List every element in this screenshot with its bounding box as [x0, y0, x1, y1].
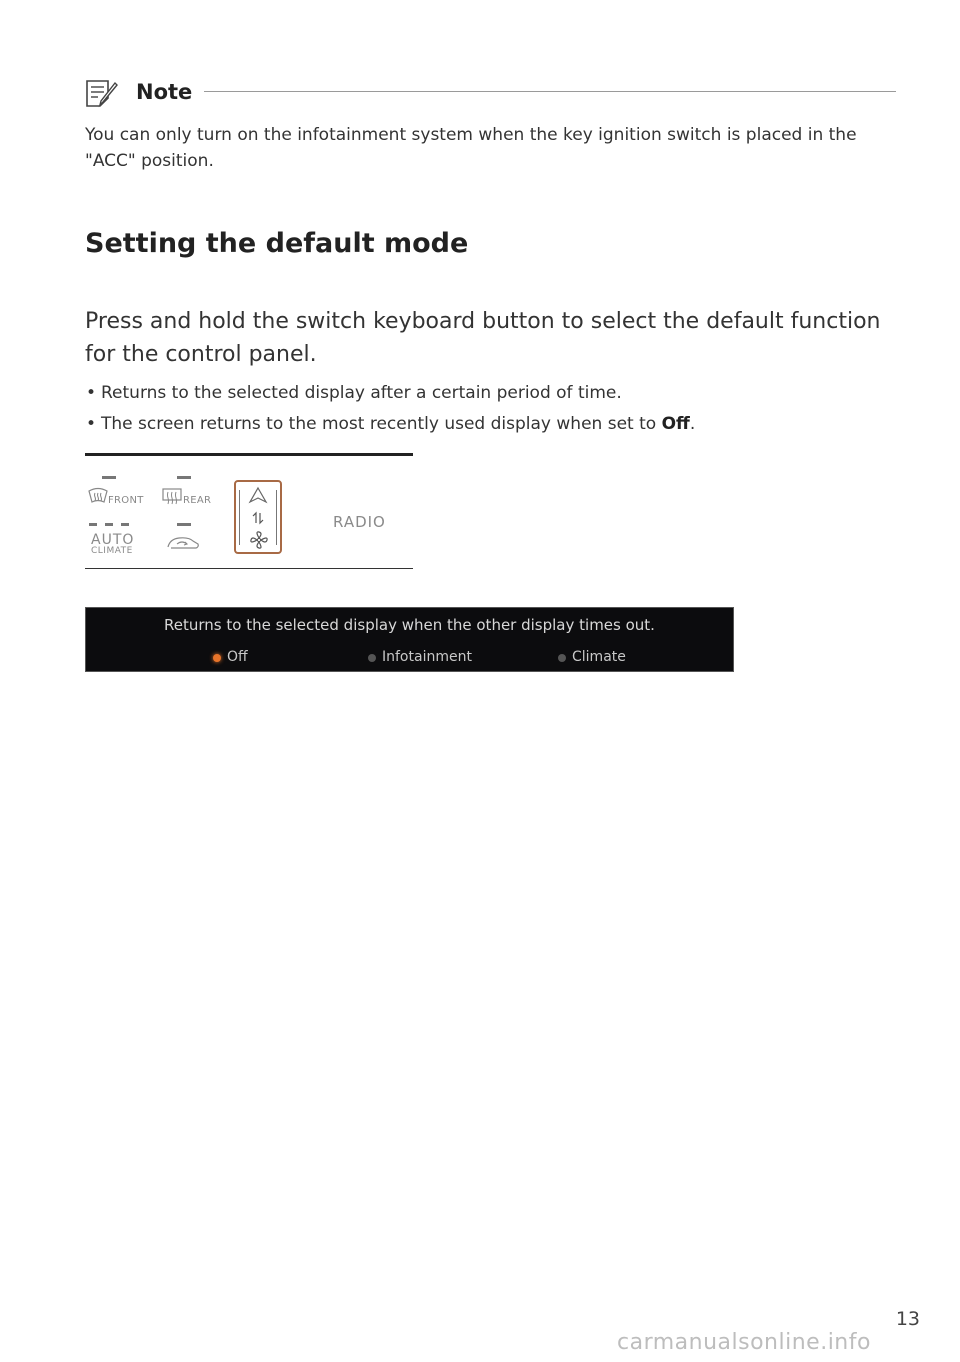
- auto-indicator-2: [105, 523, 113, 526]
- bullet-text: Returns to the selected display after a certain period of time.: [101, 383, 622, 403]
- switch-arrows-icon: [252, 511, 264, 525]
- auto-indicator-1: [89, 523, 97, 526]
- section-intro: Press and hold the switch keyboard button to select the default function for the control panel.: [85, 309, 881, 367]
- front-defrost-indicator: [102, 476, 116, 479]
- fan-icon: [249, 530, 269, 550]
- rear-defrost-indicator: [177, 476, 191, 479]
- option-climate[interactable]: [572, 649, 626, 665]
- note-header: [84, 78, 896, 110]
- settings-screen: [85, 607, 734, 672]
- radio-label[interactable]: RADIO: [333, 513, 386, 531]
- bullet-text-end: .: [689, 414, 696, 434]
- bullet-marker: •: [86, 383, 97, 403]
- option-off[interactable]: [227, 649, 248, 665]
- air-recirculation-icon[interactable]: [165, 535, 201, 551]
- section-heading: Setting the default mode: [85, 228, 469, 259]
- auto-indicator-3: [121, 523, 129, 526]
- bullet-list: [85, 378, 895, 440]
- watermark: carmanualsonline.info: [617, 1330, 871, 1355]
- climate-label: CLIMATE: [91, 546, 133, 556]
- control-panel-illustration: [85, 453, 413, 571]
- bullet-marker: •: [86, 414, 97, 434]
- note-icon: [84, 78, 120, 110]
- rear-defrost-icon[interactable]: [161, 487, 183, 505]
- option-label: Infotainment: [382, 649, 472, 665]
- recirculation-indicator: [177, 523, 191, 526]
- radio-unselected-icon: [558, 654, 566, 662]
- switch-keyboard-button[interactable]: [234, 480, 282, 554]
- bullet-item: [85, 409, 895, 440]
- front-defrost-icon[interactable]: [87, 487, 109, 505]
- off-keyword: Off: [661, 414, 690, 434]
- page-number: 13: [895, 1308, 920, 1330]
- switch-right-line: [276, 490, 277, 545]
- panel-bottom-rule: [85, 568, 413, 569]
- note-divider: [204, 91, 896, 92]
- panel-top-rule: [85, 453, 413, 456]
- option-label: Off: [227, 649, 248, 665]
- radio-unselected-icon: [368, 654, 376, 662]
- bullet-text: The screen returns to the most recently used display when set to: [101, 414, 662, 434]
- option-infotainment[interactable]: [382, 649, 472, 665]
- switch-left-line: [239, 490, 240, 545]
- front-label: FRONT: [108, 495, 144, 506]
- rear-label: REAR: [183, 495, 212, 506]
- option-label: Climate: [572, 649, 626, 665]
- navigation-arrow-icon: [248, 486, 268, 504]
- screen-message: Returns to the selected display when the other display times out.: [164, 616, 655, 634]
- note-text: You can only turn on the infotainment system when the key ignition switch is placed in the "ACC" position.: [85, 125, 857, 171]
- bullet-item: [85, 378, 895, 409]
- note-title: Note: [136, 80, 193, 104]
- auto-label[interactable]: AUTO: [91, 532, 135, 548]
- radio-selected-icon: [213, 654, 221, 662]
